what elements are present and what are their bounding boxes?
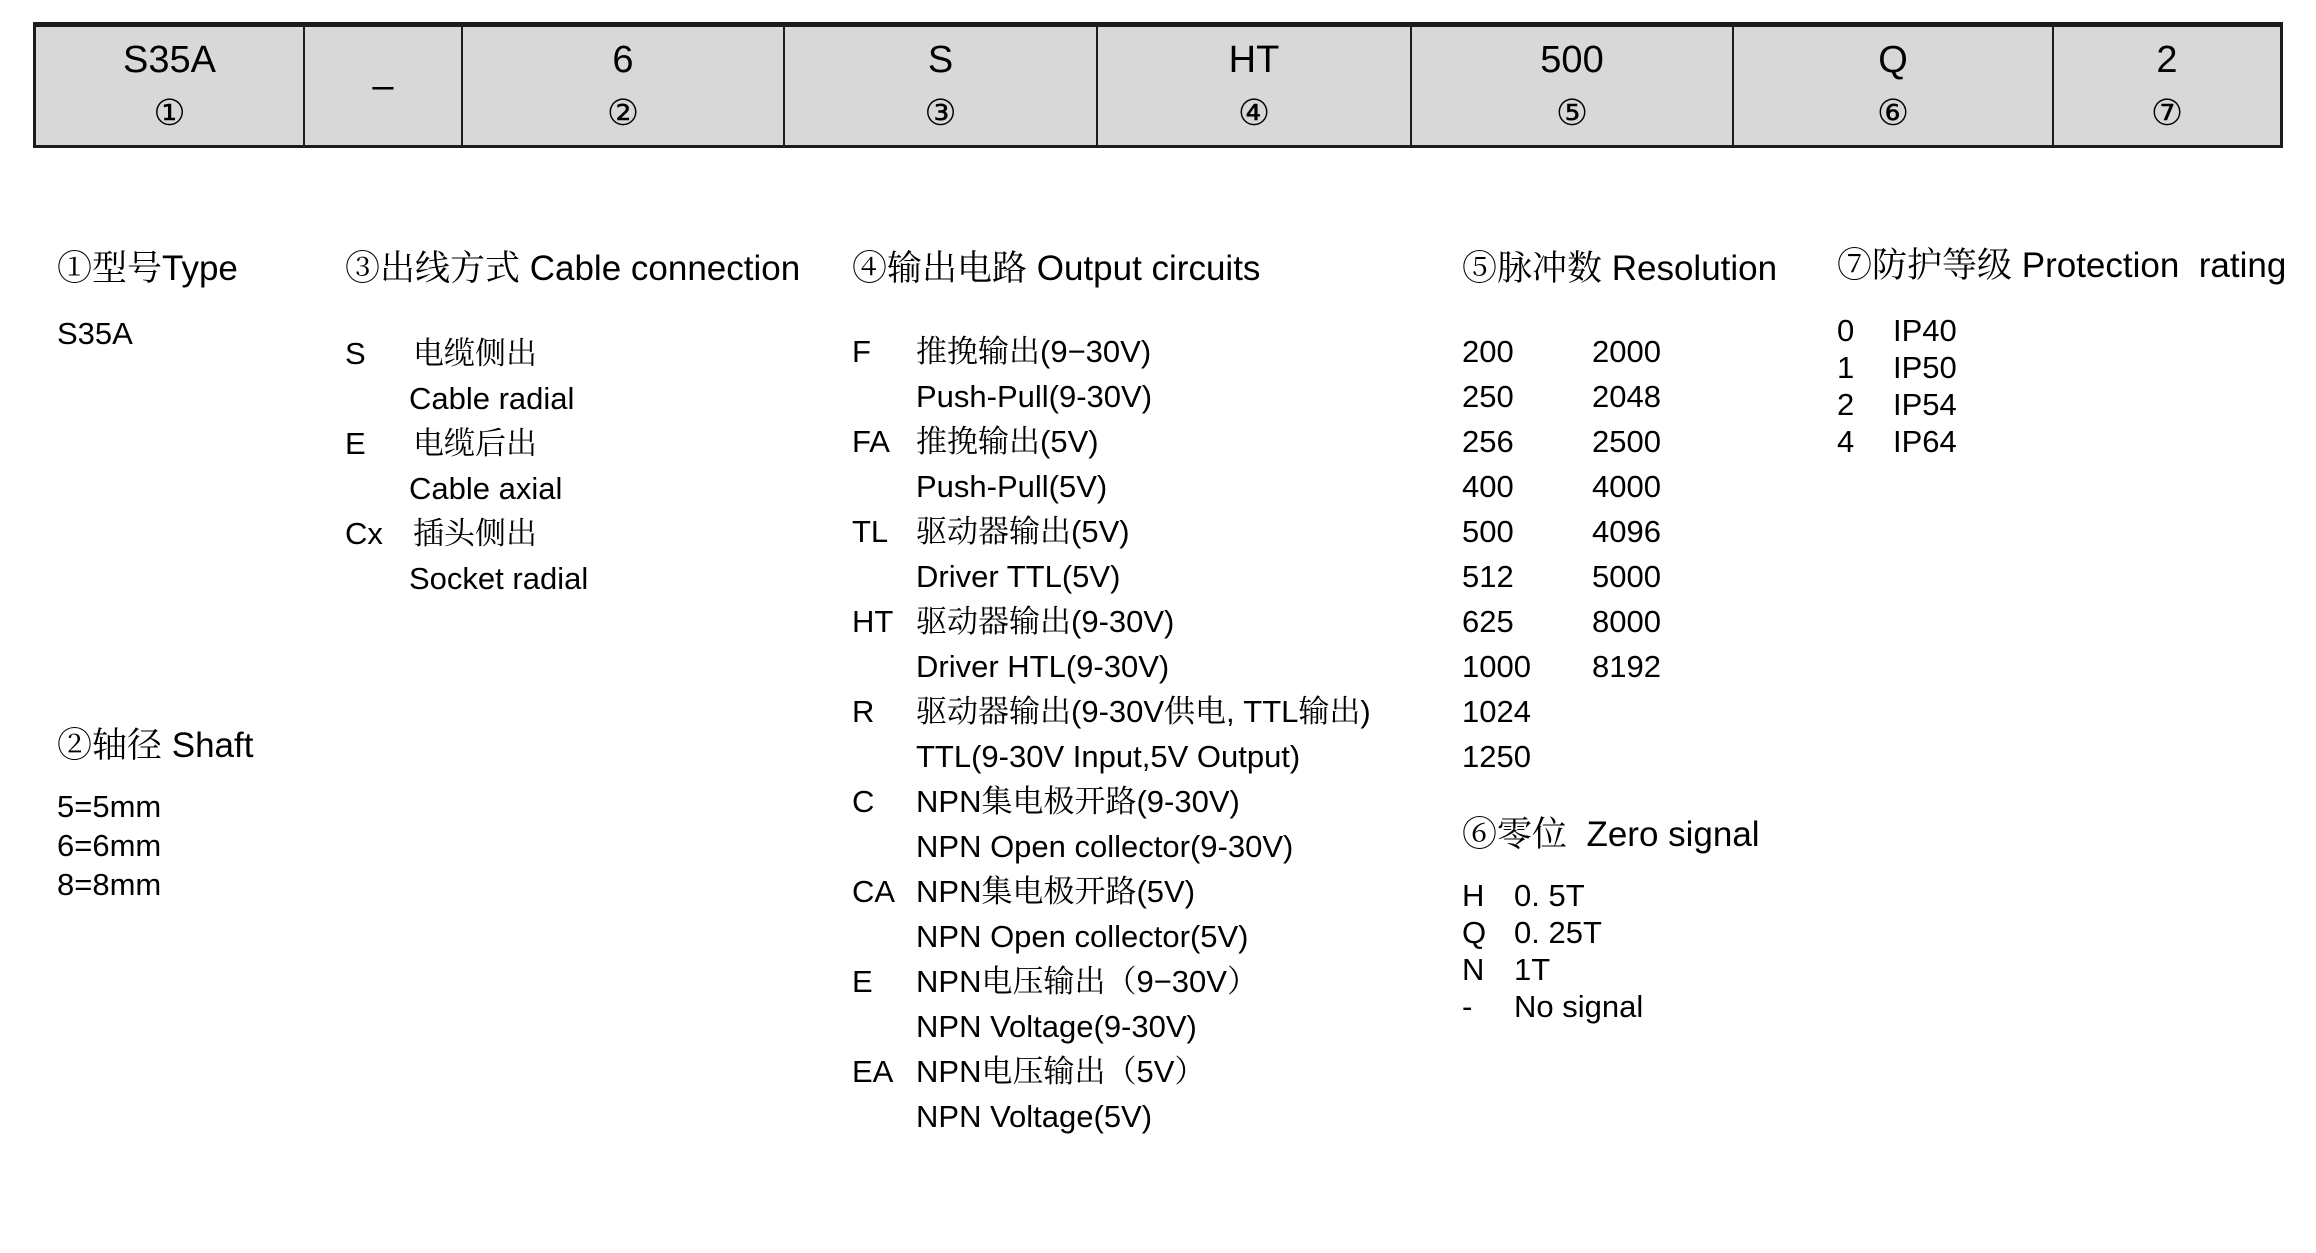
- resolution-row: [1462, 419, 1777, 464]
- option-label-en: NPN Open collector(9-30V): [916, 829, 1294, 864]
- resolution-row: [1462, 734, 1777, 779]
- shaft-option: 8=8mm: [57, 867, 162, 902]
- section-zero-signal: [1462, 817, 1760, 1025]
- code-value: –: [372, 65, 394, 107]
- option-label-cn: 驱动器输出(9-30V): [916, 604, 1175, 639]
- option-code: -: [1462, 989, 1473, 1024]
- resolution-value: 500: [1462, 514, 1514, 549]
- option-label-en: NPN Voltage(9-30V): [916, 1009, 1197, 1044]
- section-resolution-title: ⑤脉冲数 Resolution: [1462, 249, 1778, 288]
- resolution-value: 1000: [1462, 649, 1531, 684]
- option-label-en: Push-Pull(5V): [916, 469, 1108, 504]
- zero-option: [1462, 877, 1760, 914]
- option-code: 0: [1837, 313, 1855, 348]
- option-code: E: [345, 426, 366, 461]
- output-option: [852, 1049, 1371, 1094]
- option-label-cn: NPN集电极开路(5V): [916, 874, 1196, 909]
- resolution-value: 8192: [1592, 649, 1661, 684]
- resolution-row: [1462, 374, 1777, 419]
- option-label: No signal: [1514, 989, 1644, 1024]
- option-code: N: [1462, 952, 1485, 987]
- code-value: 6: [612, 39, 634, 81]
- option-label-cn: 驱动器输出(5V): [916, 514, 1130, 549]
- option-code: FA: [852, 424, 890, 459]
- option-code: Cx: [345, 516, 383, 551]
- resolution-row: [1462, 464, 1777, 509]
- resolution-value: 256: [1462, 424, 1514, 459]
- code-value: S35A: [123, 39, 216, 81]
- code-value: S: [927, 39, 954, 81]
- option-label: IP50: [1893, 350, 1957, 385]
- option-label-en: NPN Voltage(5V): [916, 1099, 1153, 1134]
- code-cell-zero: [1732, 27, 2052, 145]
- option-label: IP54: [1893, 387, 1957, 422]
- resolution-row: [1462, 599, 1777, 644]
- option-code: HT: [852, 604, 894, 639]
- resolution-row: [1462, 509, 1777, 554]
- option-label-cn: NPN电压输出（9−30V）: [916, 964, 1258, 999]
- protection-option: [1837, 349, 2286, 386]
- resolution-value: 4000: [1592, 469, 1661, 504]
- section-cable-title: ③出线方式 Cable connection: [345, 249, 801, 288]
- section-resolution: [1462, 251, 1777, 779]
- output-option: [852, 329, 1371, 374]
- section-shaft-title: ②轴径 Shaft: [57, 726, 254, 765]
- resolution-value: 625: [1462, 604, 1514, 639]
- resolution-value: 5000: [1592, 559, 1661, 594]
- code-marker: ⑥: [1876, 92, 1910, 133]
- resolution-value: 2500: [1592, 424, 1661, 459]
- output-option: [852, 869, 1371, 914]
- zero-option: [1462, 988, 1760, 1025]
- code-marker: ③: [924, 92, 957, 133]
- option-code: R: [852, 694, 875, 729]
- code-cell-shaft: [461, 27, 783, 145]
- option-code: EA: [852, 1054, 894, 1089]
- option-code: 2: [1837, 387, 1855, 422]
- output-option: [852, 689, 1371, 734]
- option-label-en: Driver HTL(9-30V): [916, 649, 1170, 684]
- resolution-value: 512: [1462, 559, 1514, 594]
- resolution-value: 1024: [1462, 694, 1531, 729]
- option-label-en: Push-Pull(9-30V): [916, 379, 1153, 414]
- section-shaft: [57, 728, 253, 904]
- output-option: [852, 509, 1371, 554]
- option-label-cn: 电缆侧出: [413, 336, 537, 371]
- option-label-en: Socket radial: [409, 561, 589, 596]
- code-marker: ⑤: [1555, 92, 1589, 133]
- option-label-cn: 推挽输出(9−30V): [916, 334, 1152, 369]
- code-cell-output: [1096, 27, 1410, 145]
- resolution-value: 8000: [1592, 604, 1661, 639]
- type-value: S35A: [57, 316, 133, 351]
- option-label: 0. 25T: [1514, 915, 1602, 950]
- shaft-option: 5=5mm: [57, 789, 162, 824]
- option-code: Q: [1462, 915, 1487, 950]
- shaft-option: 6=6mm: [57, 828, 162, 863]
- model-code-table: [33, 22, 2283, 148]
- resolution-value: 200: [1462, 334, 1514, 369]
- protection-option: [1837, 312, 2286, 349]
- option-code: C: [852, 784, 875, 819]
- option-label-cn: NPN集电极开路(9-30V): [916, 784, 1240, 819]
- option-label-en: NPN Open collector(5V): [916, 919, 1249, 954]
- zero-option: [1462, 951, 1760, 988]
- option-code: F: [852, 334, 871, 369]
- option-label: 0. 5T: [1514, 878, 1585, 913]
- zero-option: [1462, 914, 1760, 951]
- resolution-value: 4096: [1592, 514, 1661, 549]
- option-code: H: [1462, 878, 1485, 913]
- option-label-cn: NPN电压输出（5V）: [916, 1054, 1206, 1089]
- option-label-cn: 插头侧出: [413, 516, 537, 551]
- section-protection-rating: [1837, 248, 2286, 460]
- option-label-en: Cable axial: [409, 471, 563, 506]
- resolution-value: 1250: [1462, 739, 1531, 774]
- resolution-row: [1462, 554, 1777, 599]
- code-marker: ②: [606, 92, 640, 133]
- option-label: 1T: [1514, 952, 1551, 987]
- resolution-value: 250: [1462, 379, 1514, 414]
- cable-option: [345, 331, 800, 376]
- resolution-row: [1462, 689, 1777, 734]
- code-cell-resolution: [1410, 27, 1732, 145]
- option-label-cn: 驱动器输出(9-30V供电, TTL输出): [916, 694, 1371, 729]
- code-value: 2: [2156, 39, 2178, 81]
- option-label: IP64: [1893, 424, 1957, 459]
- output-option: [852, 959, 1371, 1004]
- option-label-en: TTL(9-30V Input,5V Output): [916, 739, 1301, 774]
- option-code: 4: [1837, 424, 1855, 459]
- protection-option: [1837, 386, 2286, 423]
- code-cell-type: [36, 27, 303, 145]
- output-option: [852, 599, 1371, 644]
- code-value: Q: [1878, 39, 1908, 81]
- section-type-title: ①型号Type: [57, 249, 238, 288]
- code-cell-dash: [303, 27, 461, 145]
- resolution-row: [1462, 329, 1777, 374]
- code-marker: ⑦: [2150, 92, 2184, 133]
- resolution-value: 400: [1462, 469, 1514, 504]
- option-label-cn: 推挽输出(5V): [916, 424, 1099, 459]
- option-label-en: Cable radial: [409, 381, 575, 416]
- section-output-title: ④输出电路 Output circuits: [852, 249, 1261, 288]
- code-marker: ①: [153, 92, 186, 133]
- section-output-circuits: [852, 251, 1371, 1139]
- option-label: IP40: [1893, 313, 1957, 348]
- section-zero-title: ⑥零位 Zero signal: [1462, 815, 1760, 854]
- section-cable-connection: [345, 251, 800, 601]
- code-value: HT: [1228, 39, 1280, 81]
- code-cell-cable: [783, 27, 1096, 145]
- resolution-value: 2000: [1592, 334, 1661, 369]
- option-code: 1: [1837, 350, 1855, 385]
- protection-option: [1837, 423, 2286, 460]
- resolution-value: 2048: [1592, 379, 1661, 414]
- option-code: CA: [852, 874, 896, 909]
- code-value: 500: [1540, 39, 1604, 81]
- cable-option: [345, 511, 800, 556]
- output-option: [852, 419, 1371, 464]
- cable-option: [345, 421, 800, 466]
- resolution-row: [1462, 644, 1777, 689]
- option-code: TL: [852, 514, 889, 549]
- section-type: [57, 251, 238, 352]
- section-protection-title: ⑦防护等级 Protection rating: [1837, 246, 2287, 285]
- code-marker: ④: [1237, 92, 1271, 133]
- option-code: E: [852, 964, 873, 999]
- option-label-cn: 电缆后出: [413, 426, 537, 461]
- output-option: [852, 779, 1371, 824]
- option-code: S: [345, 336, 366, 371]
- code-cell-protection: [2052, 27, 2280, 145]
- option-label-en: Driver TTL(5V): [916, 559, 1121, 594]
